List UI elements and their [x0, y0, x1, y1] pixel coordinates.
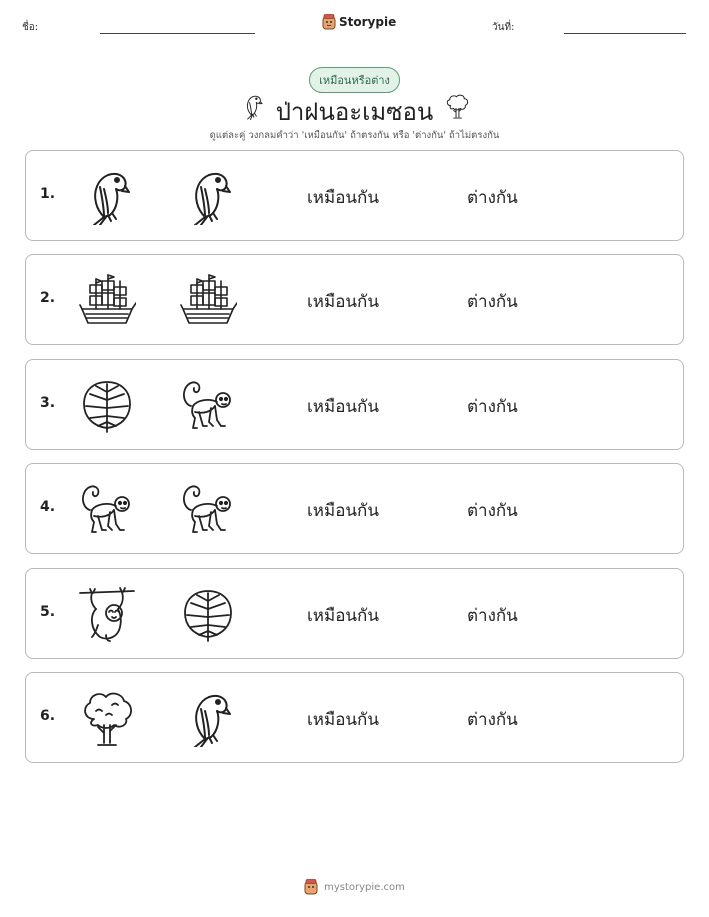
footer	[0, 879, 709, 895]
different-option[interactable]: ต่างกัน	[467, 710, 518, 730]
storypie-mascot-icon	[304, 879, 318, 895]
parrot-icon	[179, 167, 237, 225]
different-option[interactable]: ต่างกัน	[467, 396, 518, 417]
same-option[interactable]: เหมือนกัน	[307, 605, 379, 626]
tree-icon	[443, 90, 471, 122]
ship-icon	[78, 271, 136, 329]
question-number: 5.	[40, 603, 56, 620]
question-row	[25, 463, 684, 554]
name-field[interactable]	[100, 33, 255, 34]
question-row	[25, 359, 684, 450]
question-row	[25, 672, 684, 763]
leaf-icon	[179, 585, 237, 643]
different-option[interactable]: ต่างกัน	[467, 292, 518, 313]
worksheet-type-badge: เหมือนหรือต่าง	[309, 67, 400, 93]
footer-site: mystorypie.com	[324, 881, 405, 893]
same-option[interactable]: เหมือนกัน	[307, 501, 379, 522]
parrot-icon	[179, 689, 237, 747]
question-number: 3.	[40, 394, 56, 411]
question-number: 4.	[40, 499, 56, 516]
monkey-icon	[78, 480, 136, 538]
same-option[interactable]: เหมือนกัน	[307, 292, 379, 313]
question-number: 2.	[40, 290, 56, 307]
instructions: ดูแต่ละคู่ วงกลมคำว่า 'เหมือนกัน' ถ้าตรงกัน หรือ 'ต่างกัน' ถ้าไม่ตรงกัน	[209, 130, 500, 141]
question-number: 1.	[40, 186, 56, 202]
name-label: ชื่อ:	[22, 22, 39, 33]
different-option[interactable]: ต่างกัน	[467, 501, 518, 522]
date-label: วันที่:	[492, 22, 515, 33]
date-field[interactable]	[564, 33, 686, 34]
different-option[interactable]: ต่างกัน	[467, 188, 518, 208]
storypie-mascot-icon	[322, 14, 336, 30]
same-option[interactable]: เหมือนกัน	[307, 188, 379, 208]
question-number: 6.	[40, 708, 56, 724]
question-row	[25, 150, 684, 241]
page-title: ป่าฝนอะเมซอน	[275, 98, 434, 126]
monkey-icon	[179, 480, 237, 538]
same-option[interactable]: เหมือนกัน	[307, 396, 379, 417]
ship-icon	[179, 271, 237, 329]
same-option[interactable]: เหมือนกัน	[307, 710, 379, 730]
sloth-icon	[78, 585, 136, 643]
question-row	[25, 568, 684, 659]
monkey-icon	[179, 376, 237, 434]
tree-icon	[78, 689, 136, 747]
brand-name: Storypie	[339, 15, 397, 29]
question-row	[25, 254, 684, 345]
brand-logo	[322, 14, 396, 30]
different-option[interactable]: ต่างกัน	[467, 605, 518, 626]
leaf-icon	[78, 376, 136, 434]
parrot-icon	[78, 167, 136, 225]
